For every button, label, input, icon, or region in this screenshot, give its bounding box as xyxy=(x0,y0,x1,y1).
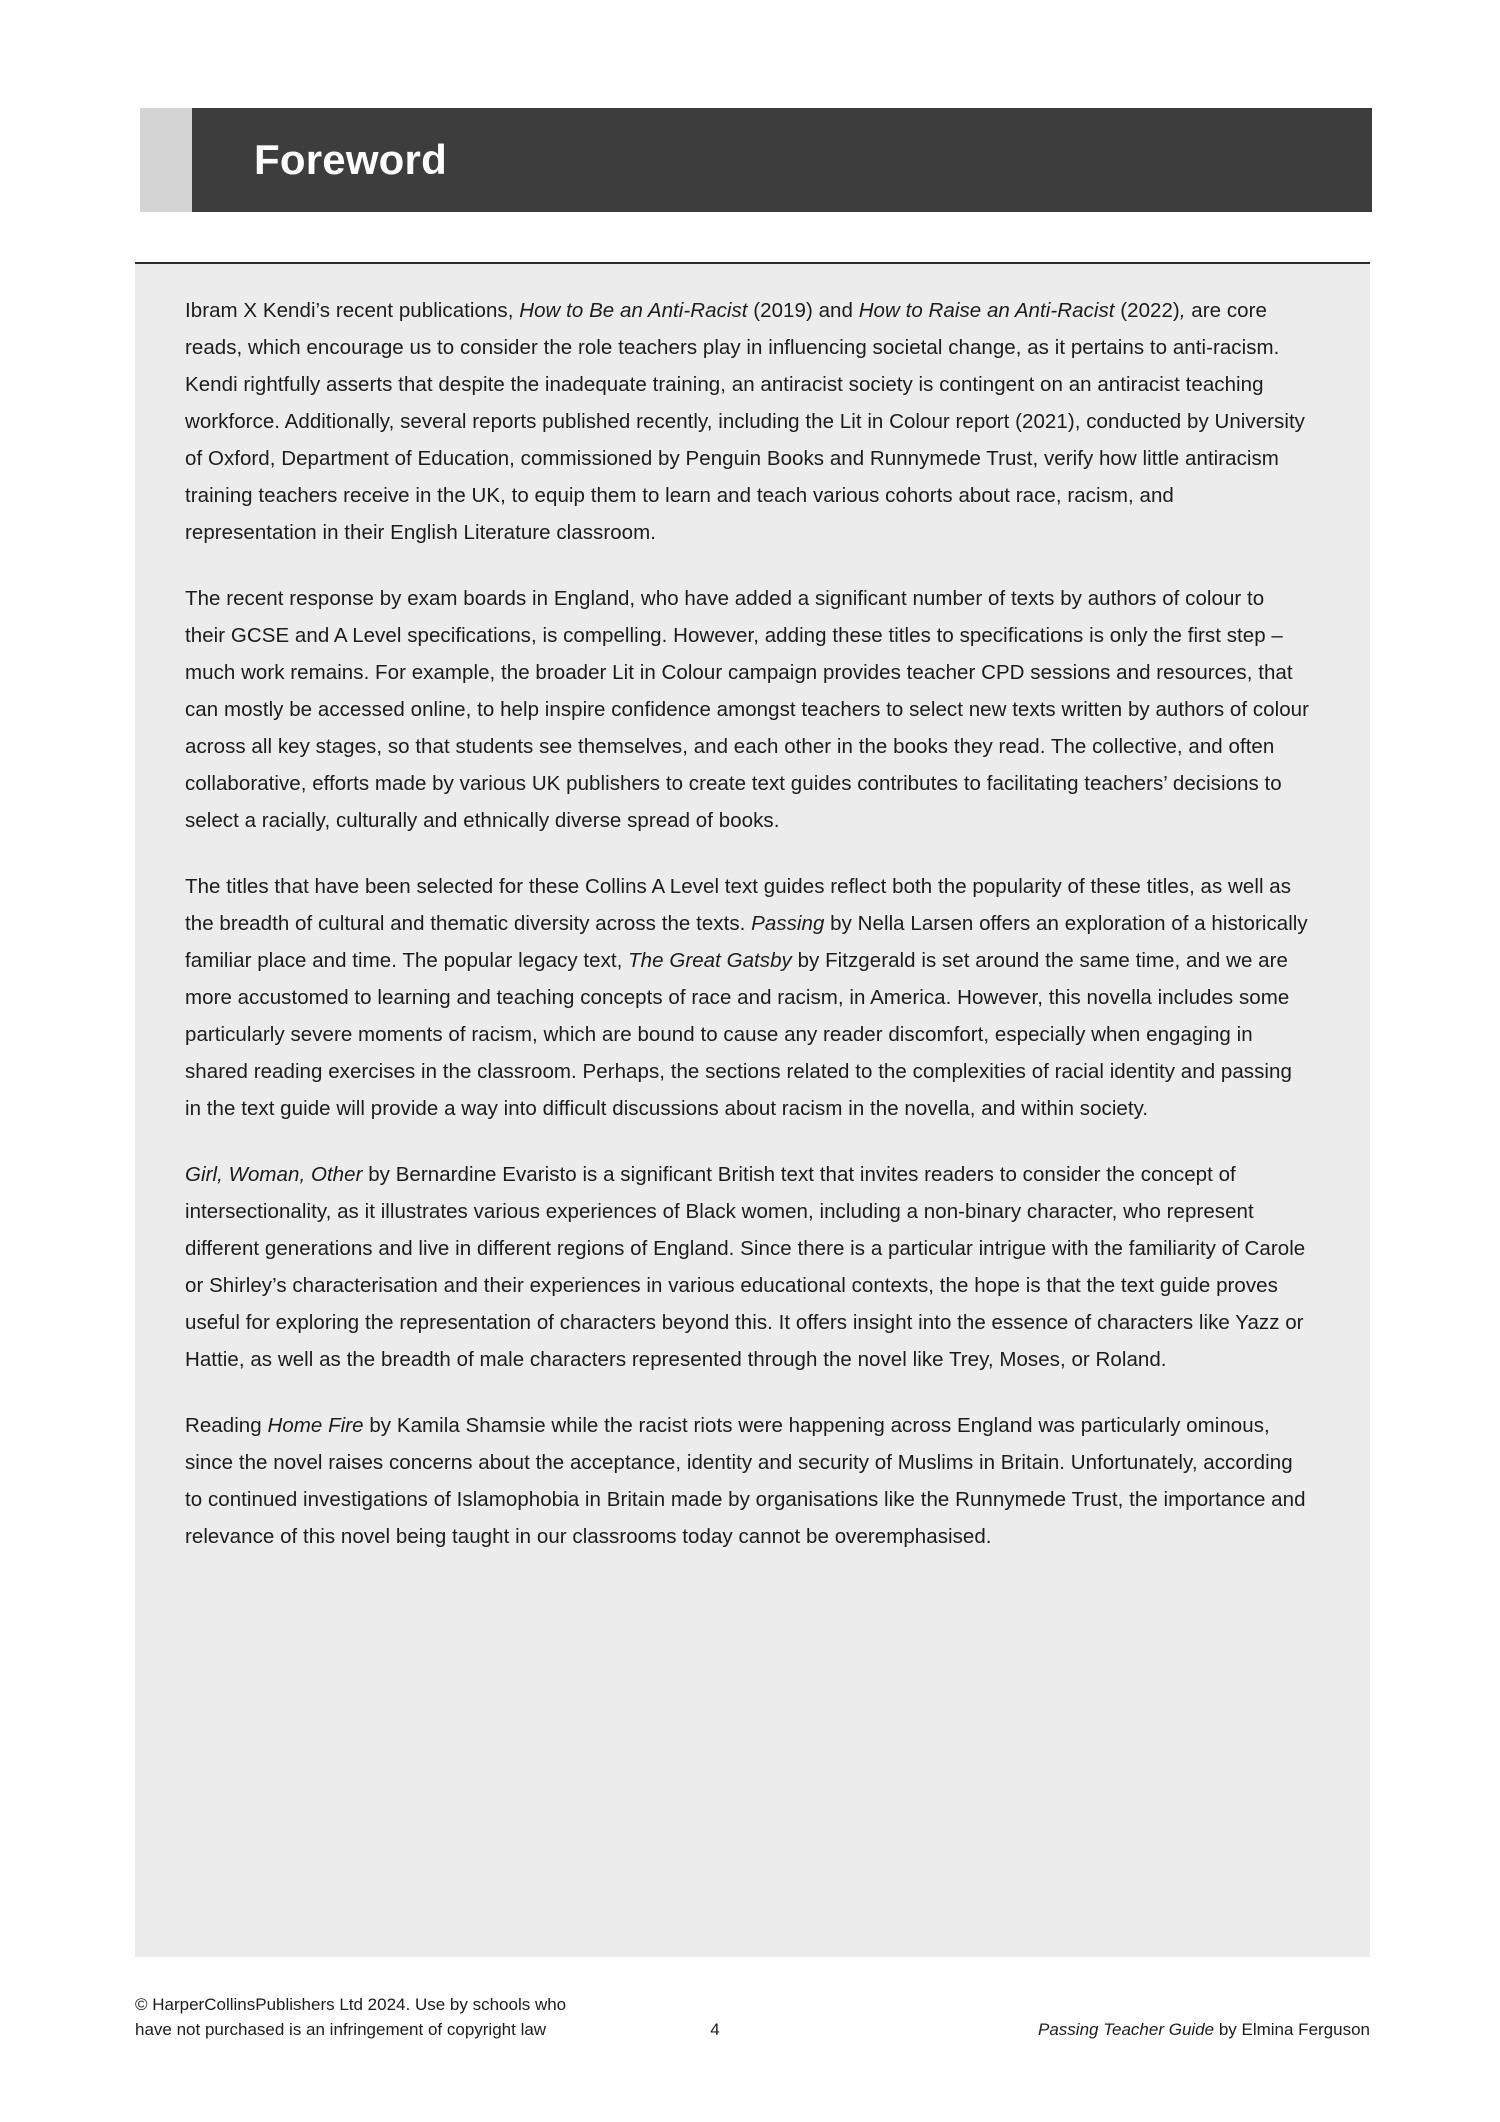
text-run: by Nella Larsen offers an exploration of a historically familiar place and time. The popular legacy text, xyxy=(185,912,1308,972)
text-run: Ibram X Kendi’s recent publications, xyxy=(185,299,520,322)
text-run: Reading xyxy=(185,1414,268,1437)
footer-page-number: 4 xyxy=(710,2020,720,2039)
section-header-banner xyxy=(140,108,1372,212)
text-run: by Fitzgerald is set around the same time, and we are more accustomed to learning and teaching concepts of race and racism, in America. However, this novella includes some particularly severe moments of racism, which are bound to cause any reader discomfort, especially when engaging in shared reading exercises in the classroom. Perhaps, the sections related to the complexities of racial identity and passing in the text guide will provide a way into difficult discussions about racism in the novella, and within society. xyxy=(185,949,1292,1120)
italic-run: The Great Gatsby xyxy=(628,949,792,972)
text-run: (2019) and xyxy=(747,299,859,322)
content-panel xyxy=(135,264,1370,1957)
foreword-body xyxy=(185,292,1310,1555)
paragraph xyxy=(185,292,1310,551)
header-bar xyxy=(192,108,1372,212)
footer-guide-author: by Elmina Ferguson xyxy=(1214,2020,1370,2039)
paragraph xyxy=(185,580,1310,839)
italic-run: Home Fire xyxy=(267,1414,364,1437)
paragraph xyxy=(185,1156,1310,1378)
text-run: by Kamila Shamsie while the racist riots were happening across England was particularly ominous, since the novel raises concerns about the acceptance, identity and security of Muslims in Britain. Unfortunately, according to continued investigations of Islamophobia in Britain made by organisations like the Runnymede Trust, the importance and relevance of this novel being taught in our classrooms today cannot be overemphasised. xyxy=(185,1414,1306,1548)
footer-guide-title-italic: Passing Teacher Guide xyxy=(1038,2020,1215,2039)
page-footer xyxy=(135,1992,1370,2042)
header-accent-tab xyxy=(140,108,192,212)
italic-run: Girl, Woman, Other xyxy=(185,1163,363,1186)
italic-run: , xyxy=(1179,299,1186,322)
page-title: Foreword xyxy=(254,136,447,183)
italic-run: Passing xyxy=(751,912,825,935)
italic-run: How to Be an Anti-Racist xyxy=(519,299,748,322)
footer-copyright-line-1: © HarperCollinsPublishers Ltd 2024. Use by schools who xyxy=(135,1995,567,2014)
text-run: The recent response by exam boards in England, who have added a significant number of texts by authors of colour to their GCSE and A Level specifications, is compelling. However, adding these titles to specifications is only the first step – much work remains. For example, the broader Lit in Colour campaign provides teacher CPD sessions and resources, that can mostly be accessed online, to help inspire confidence amongst teachers to select new texts written by authors of colour across all key stages, so that students see themselves, and each other in the books they read. The collective, and often collaborative, efforts made by various UK publishers to create text guides contributes to facilitating teachers’ decisions to select a racially, culturally and ethnically diverse spread of books. xyxy=(185,587,1309,832)
footer-copyright xyxy=(135,1992,655,2042)
paragraph xyxy=(185,1407,1310,1555)
text-run: The titles that have been selected for these Collins A Level text guides reflect both the popularity of these titles, as well as the breadth of cultural and thematic diversity across the texts. xyxy=(185,875,1292,935)
text-run: by Bernardine Evaristo is a significant British text that invites readers to consider the concept of intersectionality, as it illustrates various experiences of Black women, including a non-binary character, who represent different generations and live in different regions of England. Since there is a particular intrigue with the familiarity of Carole or Shirley’s characterisation and their experiences in various educational contexts, the hope is that the text guide proves useful for exploring the representation of characters beyond this. It offers insight into the essence of characters like Yazz or Hattie, as well as the breadth of male characters represented through the novel like Trey, Moses, or Roland. xyxy=(185,1163,1306,1371)
footer-guide-title xyxy=(775,2017,1370,2042)
text-run: (2022) xyxy=(1114,299,1180,322)
text-run: are core reads, which encourage us to consider the role teachers play in influencing societal change, as it pertains to anti-racism. Kendi rightfully asserts that despite the inadequate training, an antiracist society is contingent on an antiracist teaching workforce. Additionally, several reports published recently, including the Lit in Colour report (2021), conducted by University of Oxford, Department of Education, commissioned by Penguin Books and Runnymede Trust, verify how little antiracism training teachers receive in the UK, to equip them to learn and teach various cohorts about race, racism, and representation in their English Literature classroom. xyxy=(185,299,1305,544)
italic-run: How to Raise an Anti-Racist xyxy=(858,299,1115,322)
footer-copyright-line-2: have not purchased is an infringement of copyright law xyxy=(135,2020,547,2039)
paragraph xyxy=(185,868,1310,1127)
